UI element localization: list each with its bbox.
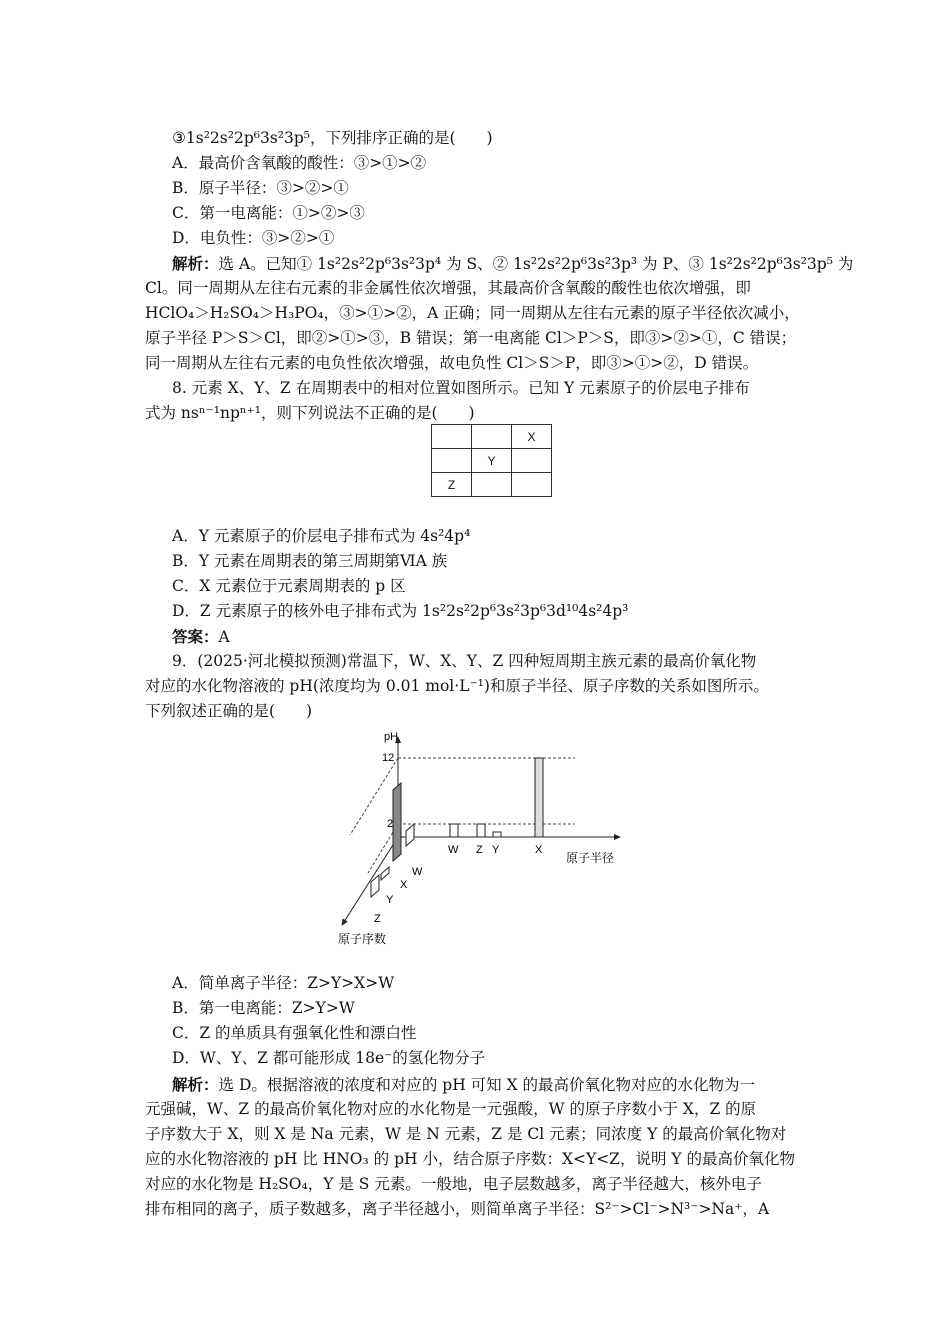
bar-y bbox=[493, 832, 501, 837]
grid-cell bbox=[512, 449, 552, 473]
bar-z bbox=[477, 824, 485, 837]
q7-option-c: C．第一电离能：①>②>③ bbox=[172, 204, 365, 222]
grid-cell bbox=[472, 425, 512, 449]
q7-analysis-line-4: 原子半径 P＞S＞Cl，即②>①>③，B 错误；第一电离能 Cl＞P＞S，即③>②>①，C 错误； bbox=[145, 329, 797, 347]
depth-label-w: W bbox=[412, 866, 423, 878]
bar-label-y: Y bbox=[492, 844, 500, 856]
grid-cell bbox=[512, 473, 552, 497]
q7-analysis-line-5: 同一周期从左往右元素的电负性依次增强，故电负性 Cl＞S＞P，即③>①>②，D 错误。 bbox=[145, 354, 759, 372]
periodic-table-fragment bbox=[431, 424, 552, 497]
q9-analysis-line-3: 子序数大于 X，则 X 是 Na 元素，W 是 N 元素，Z 是 Cl 元素；同浓度 Y 的最高价氧化物对 bbox=[145, 1125, 787, 1143]
q9-analysis-text: 选 D。根据溶液的浓度和对应的 pH 可知 X 的最高价氧化物对应的水化物为一 bbox=[218, 1076, 756, 1094]
q7-option-d: D．电负性：③>②>① bbox=[172, 229, 335, 247]
ph-radius-chart bbox=[330, 725, 630, 950]
q7-analysis-line-2: Cl。同一周期从左往右元素的非金属性依次增强，其最高价含氧酸的酸性也依次增强，即 bbox=[145, 279, 751, 297]
grid-cell-x: X bbox=[512, 425, 552, 449]
depth-bar-x bbox=[393, 783, 401, 861]
bar-label-x: X bbox=[535, 844, 543, 856]
ph-axis-label: pH bbox=[384, 731, 399, 743]
q9-stem-line-3: 下列叙述正确的是( ) bbox=[145, 702, 313, 720]
q7-analysis-line-3: HClO₄＞H₂SO₄＞H₃PO₄，③>①>②，A 正确；同一周期从左往右元素的原子半径依次减小， bbox=[145, 304, 800, 322]
depth-bar-w bbox=[406, 824, 414, 846]
grid-cell-y: Y bbox=[472, 449, 512, 473]
q7-analysis-label: 解析： bbox=[172, 254, 219, 273]
q9-analysis-line-1 bbox=[172, 1072, 838, 1098]
atomic-number-axis bbox=[342, 837, 398, 925]
grid-cell bbox=[472, 473, 512, 497]
grid-cell bbox=[432, 425, 472, 449]
depth-label-y: Y bbox=[386, 894, 394, 906]
q9-option-c: C．Z 的单质具有强氧化性和漂白性 bbox=[172, 1024, 417, 1042]
q9-analysis-label: 解析： bbox=[172, 1075, 219, 1094]
q9-option-b: B．第一电离能：Z>Y>W bbox=[172, 999, 355, 1017]
q9-stem-line-2: 对应的水化物溶液的 pH(浓度均为 0.01 mol·L⁻¹)和原子半径、原子序数的关系如图所示。 bbox=[145, 677, 769, 695]
q9-option-d: D．W、Y、Z 都可能形成 18e⁻的氢化物分子 bbox=[172, 1049, 486, 1067]
q9-option-a: A．简单离子半径：Z>Y>X>W bbox=[172, 974, 395, 992]
q7-analysis-line-1 bbox=[172, 251, 854, 277]
q9-analysis-line-4: 应的水化物溶液的 pH 比 HNO₃ 的 pH 小，结合原子序数：X<Y<Z，说明 Y 的最高价氧化物 bbox=[145, 1150, 796, 1168]
radius-axis-label: 原子半径 bbox=[566, 851, 615, 865]
q7-analysis-text: 选 A。已知① 1s²2s²2p⁶3s²3p⁴ 为 S、② 1s²2s²2p⁶3s²3p³ 为 P、③ 1s²2s²2p⁶3s²3p⁵ 为 bbox=[218, 255, 854, 273]
q8-answer-label: 答案： bbox=[172, 627, 219, 646]
q8-stem-line-1: 8. 元素 X、Y、Z 在周期表中的相对位置如图所示。已知 Y 元素原子的价层电子排布 bbox=[172, 379, 750, 397]
depth-label-z: Z bbox=[374, 913, 381, 925]
q8-option-b: B．Y 元素在周期表的第三周期第ⅥA 族 bbox=[172, 552, 448, 570]
bar-w bbox=[450, 824, 458, 837]
grid-cell bbox=[432, 449, 472, 473]
q8-stem-line-2: 式为 nsⁿ⁻¹npⁿ⁺¹，则下列说法不正确的是( ) bbox=[145, 404, 475, 422]
q9-analysis-line-5: 对应的水化物是 H₂SO₄，Y 是 S 元素。一般地，电子层数越多，离子半径越大，核外电子 bbox=[145, 1175, 762, 1193]
q9-stem-line-1: 9．(2025·河北模拟预测)常温下，W、X、Y、Z 四种短周期主族元素的最高价氧化物 bbox=[172, 652, 757, 670]
q8-option-a: A．Y 元素原子的价层电子排布式为 4s²4p⁴ bbox=[172, 527, 471, 545]
q8-answer-value: A bbox=[218, 628, 230, 646]
q8-option-d: D．Z 元素原子的核外电子排布式为 1s²2s²2p⁶3s²3p⁶3d¹⁰4s²4p³ bbox=[172, 602, 629, 620]
q7-option-a: A．最高价含氧酸的酸性：③>①>② bbox=[172, 154, 427, 172]
atomic-number-axis-label: 原子序数 bbox=[338, 932, 387, 946]
tick-label-12: 12 bbox=[382, 752, 395, 764]
bar-x bbox=[535, 758, 543, 837]
q7-stem: ③1s²2s²2p⁶3s²3p⁵，下列排序正确的是( ) bbox=[172, 129, 493, 147]
q8-answer bbox=[172, 624, 838, 650]
bar-label-z: Z bbox=[476, 844, 483, 856]
grid-cell-z: Z bbox=[432, 473, 472, 497]
q9-analysis-line-2: 元强碱，W、Z 的最高价氧化物对应的水化物是一元强酸，W 的原子序数小于 X，Z 的原 bbox=[145, 1100, 757, 1118]
tick-label-2: 2 bbox=[387, 818, 394, 830]
bar-label-w: W bbox=[448, 844, 459, 856]
q8-option-c: C．X 元素位于元素周期表的 p 区 bbox=[172, 577, 406, 595]
q7-option-b: B．原子半径：③>②>① bbox=[172, 179, 349, 197]
depth-bar-y bbox=[381, 867, 389, 880]
depth-label-x: X bbox=[400, 879, 408, 891]
q9-analysis-line-6: 排布相同的离子，质子数越多，离子半径越小，则简单离子半径：S²⁻>Cl⁻>N³⁻>Na⁺，A bbox=[145, 1200, 770, 1218]
